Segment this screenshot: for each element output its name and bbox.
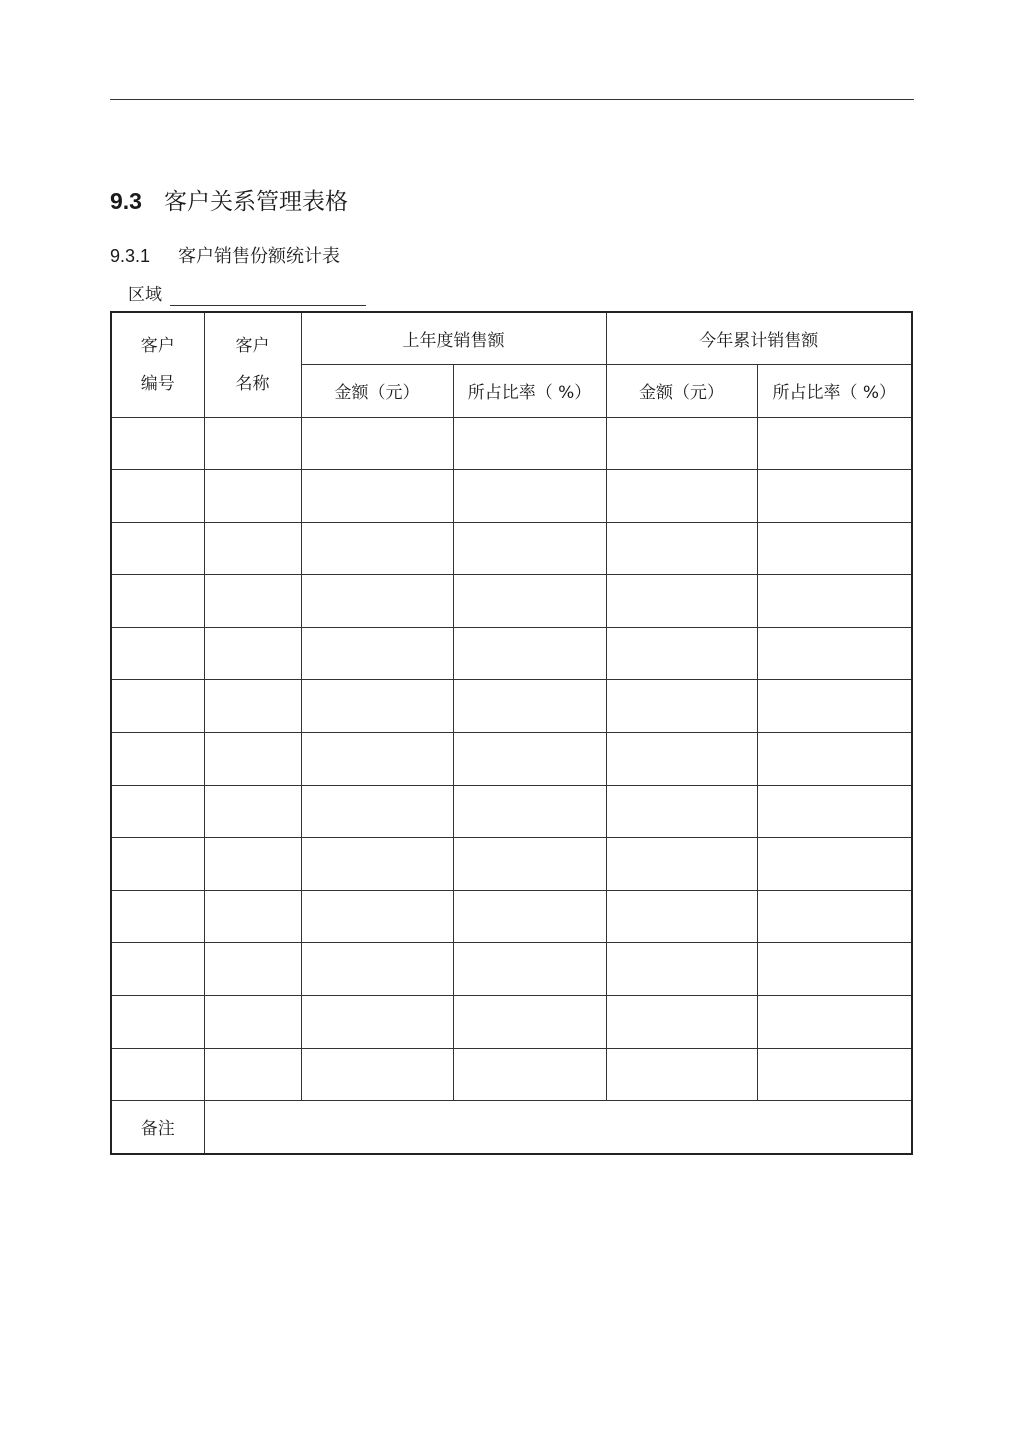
subsection-title: 客户销售份额统计表 [178, 246, 341, 267]
cell-this-year-ratio[interactable] [757, 838, 912, 891]
cell-this-year-amount[interactable] [606, 522, 757, 575]
table-row [111, 522, 912, 575]
cell-this-year-amount[interactable] [606, 996, 757, 1049]
cell-this-year-ratio[interactable] [757, 890, 912, 943]
cell-customer-id[interactable] [111, 680, 204, 733]
cell-last-year-amount[interactable] [301, 522, 453, 575]
cell-last-year-amount[interactable] [301, 470, 453, 523]
cell-last-year-ratio[interactable] [453, 627, 606, 680]
cell-this-year-ratio[interactable] [757, 627, 912, 680]
cell-last-year-ratio[interactable] [453, 996, 606, 1049]
region-blank-line[interactable] [170, 287, 366, 306]
cell-this-year-ratio[interactable] [757, 522, 912, 575]
subsection-number: 9.3.1 [110, 246, 151, 266]
cell-customer-name[interactable] [204, 785, 301, 838]
cell-this-year-amount[interactable] [606, 680, 757, 733]
cell-this-year-ratio[interactable] [757, 417, 912, 470]
cell-customer-name[interactable] [204, 522, 301, 575]
cell-customer-name[interactable] [204, 943, 301, 996]
table-row [111, 890, 912, 943]
remark-field[interactable] [204, 1101, 912, 1154]
cell-customer-id[interactable] [111, 470, 204, 523]
header-customer-name-line1: 客户 [235, 335, 270, 356]
table-row [111, 627, 912, 680]
header-this-year-ratio: 所占比率（ %） [757, 364, 912, 417]
cell-customer-id[interactable] [111, 733, 204, 786]
cell-last-year-amount[interactable] [301, 417, 453, 470]
cell-this-year-amount[interactable] [606, 785, 757, 838]
header-customer-name-line2: 名称 [235, 373, 270, 394]
cell-customer-id[interactable] [111, 522, 204, 575]
header-last-year-amount: 金额（元） [301, 364, 453, 417]
cell-this-year-amount[interactable] [606, 943, 757, 996]
table-row [111, 996, 912, 1049]
cell-customer-id[interactable] [111, 838, 204, 891]
header-last-year-ratio: 所占比率（ %） [453, 364, 606, 417]
section-heading [110, 186, 348, 217]
cell-last-year-amount[interactable] [301, 785, 453, 838]
header-last-year-sales: 上年度销售额 [301, 312, 606, 364]
header-row-1 [111, 312, 912, 364]
cell-customer-id[interactable] [111, 785, 204, 838]
cell-last-year-amount[interactable] [301, 1048, 453, 1101]
header-this-year-amount: 金额（元） [606, 364, 757, 417]
customer-sales-share-table [110, 311, 913, 1155]
table-row [111, 943, 912, 996]
header-customer-name [204, 312, 301, 417]
cell-customer-id[interactable] [111, 417, 204, 470]
cell-this-year-ratio[interactable] [757, 680, 912, 733]
cell-last-year-ratio[interactable] [453, 733, 606, 786]
table-row [111, 838, 912, 891]
cell-last-year-ratio[interactable] [453, 1048, 606, 1101]
cell-customer-name[interactable] [204, 838, 301, 891]
cell-last-year-amount[interactable] [301, 680, 453, 733]
cell-this-year-ratio[interactable] [757, 785, 912, 838]
cell-customer-name[interactable] [204, 627, 301, 680]
cell-this-year-ratio[interactable] [757, 575, 912, 628]
header-this-year-sales: 今年累计销售额 [606, 312, 912, 364]
cell-customer-name[interactable] [204, 417, 301, 470]
page-header-rule [110, 99, 914, 100]
cell-last-year-amount[interactable] [301, 838, 453, 891]
cell-customer-name[interactable] [204, 733, 301, 786]
cell-last-year-amount[interactable] [301, 996, 453, 1049]
cell-last-year-ratio[interactable] [453, 417, 606, 470]
section-title: 客户关系管理表格 [163, 189, 348, 215]
cell-this-year-amount[interactable] [606, 575, 757, 628]
cell-customer-name[interactable] [204, 890, 301, 943]
cell-customer-id[interactable] [111, 890, 204, 943]
cell-last-year-amount[interactable] [301, 627, 453, 680]
table-row [111, 417, 912, 470]
header-customer-id [111, 312, 204, 417]
table-row [111, 575, 912, 628]
cell-customer-name[interactable] [204, 575, 301, 628]
remark-label: 备注 [111, 1101, 204, 1154]
table-row [111, 470, 912, 523]
table-row [111, 1048, 912, 1101]
cell-last-year-amount[interactable] [301, 890, 453, 943]
cell-customer-name[interactable] [204, 1048, 301, 1101]
cell-this-year-amount[interactable] [606, 470, 757, 523]
cell-last-year-amount[interactable] [301, 575, 453, 628]
table-row [111, 785, 912, 838]
cell-last-year-ratio[interactable] [453, 785, 606, 838]
cell-last-year-amount[interactable] [301, 733, 453, 786]
cell-customer-name[interactable] [204, 680, 301, 733]
cell-this-year-amount[interactable] [606, 733, 757, 786]
cell-this-year-ratio[interactable] [757, 733, 912, 786]
cell-this-year-amount[interactable] [606, 1048, 757, 1101]
cell-last-year-amount[interactable] [301, 943, 453, 996]
cell-customer-id[interactable] [111, 575, 204, 628]
region-field [128, 284, 366, 306]
cell-this-year-ratio[interactable] [757, 470, 912, 523]
cell-this-year-amount[interactable] [606, 627, 757, 680]
cell-this-year-amount[interactable] [606, 890, 757, 943]
cell-this-year-amount[interactable] [606, 838, 757, 891]
cell-last-year-ratio[interactable] [453, 522, 606, 575]
cell-last-year-ratio[interactable] [453, 470, 606, 523]
cell-customer-id[interactable] [111, 1048, 204, 1101]
cell-last-year-ratio[interactable] [453, 575, 606, 628]
subsection-heading [110, 244, 340, 269]
cell-last-year-ratio[interactable] [453, 943, 606, 996]
table-row [111, 680, 912, 733]
cell-last-year-ratio[interactable] [453, 890, 606, 943]
cell-this-year-amount[interactable] [606, 417, 757, 470]
cell-customer-name[interactable] [204, 996, 301, 1049]
cell-customer-name[interactable] [204, 470, 301, 523]
section-number: 9.3 [110, 188, 142, 214]
cell-customer-id[interactable] [111, 996, 204, 1049]
cell-this-year-ratio[interactable] [757, 943, 912, 996]
cell-this-year-ratio[interactable] [757, 996, 912, 1049]
cell-customer-id[interactable] [111, 943, 204, 996]
header-customer-id-line2: 编号 [140, 373, 175, 394]
cell-this-year-ratio[interactable] [757, 1048, 912, 1101]
cell-last-year-ratio[interactable] [453, 680, 606, 733]
cell-last-year-ratio[interactable] [453, 838, 606, 891]
header-customer-id-line1: 客户 [140, 335, 175, 356]
table-row [111, 733, 912, 786]
cell-customer-id[interactable] [111, 627, 204, 680]
region-label: 区域 [128, 285, 162, 305]
remark-row [111, 1101, 912, 1154]
